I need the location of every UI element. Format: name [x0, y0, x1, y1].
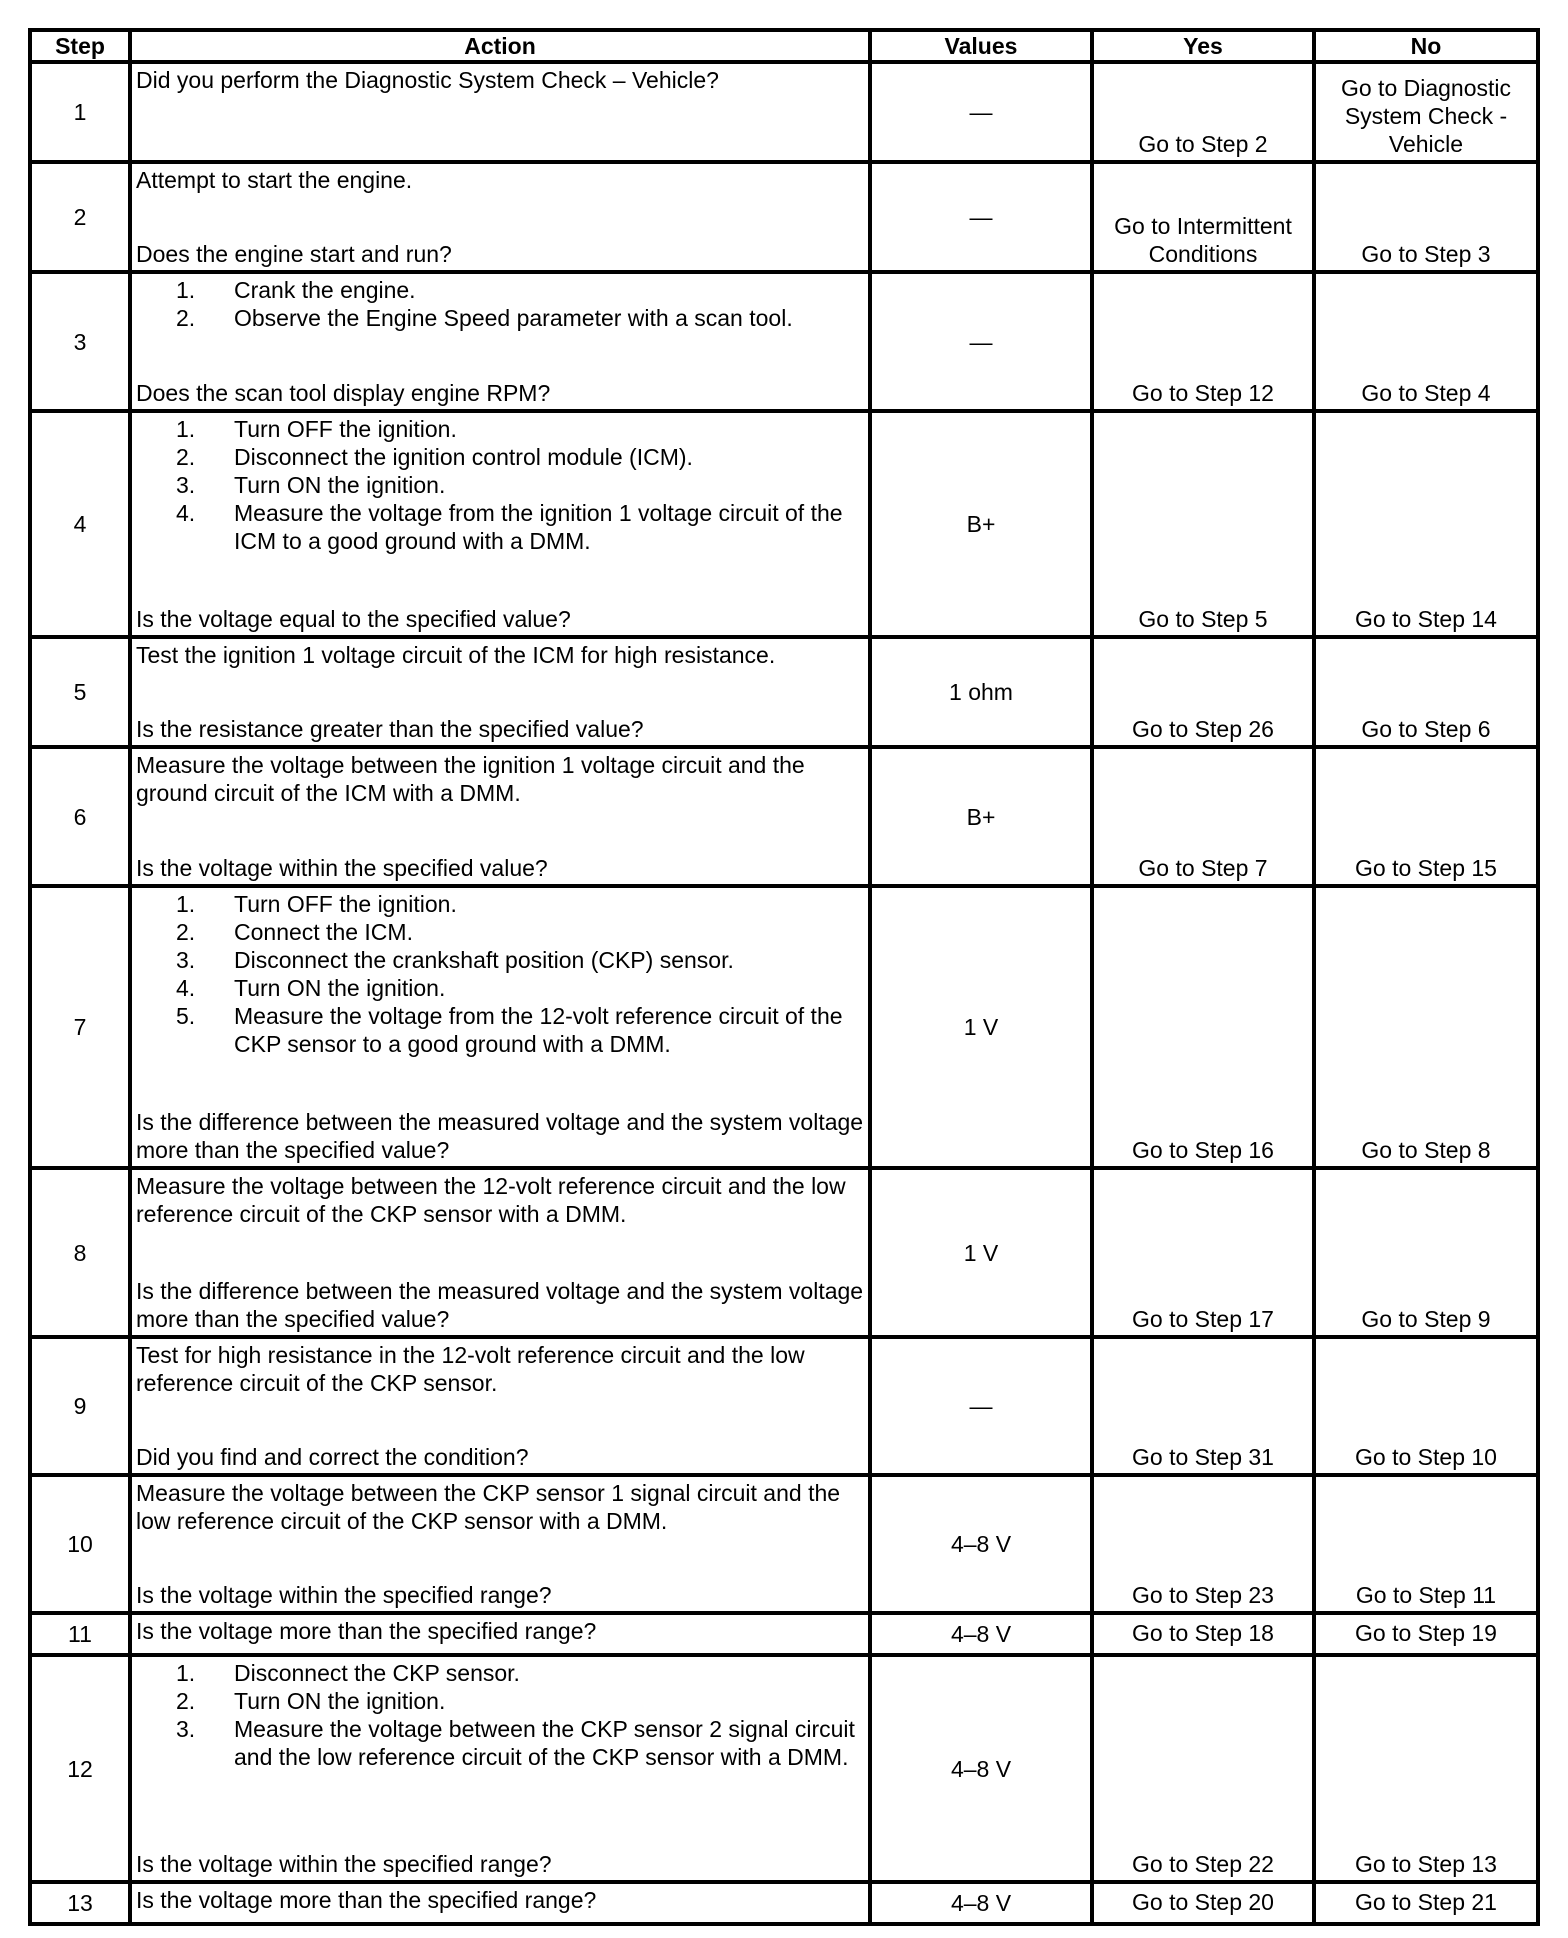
action-question: Is the voltage within the specified range? [136, 1582, 552, 1609]
list-item-text: Measure the voltage from the ignition 1 voltage circuit of the ICM to a good ground with a DMM. [234, 499, 843, 554]
yes-cell: Go to Step 18 [1092, 1613, 1314, 1655]
list-item-text: Measure the voltage from the 12-volt reference circuit of the CKP sensor to a good ground with a DMM. [234, 1002, 843, 1057]
action-cell [130, 62, 870, 162]
action-cell [130, 272, 870, 410]
yes-cell: Go to Step 20 [1092, 1882, 1314, 1924]
action-cell [130, 637, 870, 747]
list-item-number: 1. [176, 890, 196, 917]
step-number: 7 [30, 886, 130, 1169]
action-cell [130, 1613, 870, 1655]
yes-cell: Go to Step 23 [1092, 1475, 1314, 1613]
value-cell: 4–8 V [870, 1475, 1092, 1613]
list-item-number: 4. [176, 974, 196, 1001]
yes-cell: Go to Step 12 [1092, 272, 1314, 410]
list-item [176, 415, 864, 443]
action-cell [130, 886, 870, 1169]
list-item [176, 276, 864, 304]
list-item-text: Connect the ICM. [234, 918, 413, 945]
step-number: 12 [30, 1655, 130, 1881]
list-item-number: 3. [176, 946, 196, 973]
value-cell: 4–8 V [870, 1882, 1092, 1924]
table-row [30, 637, 1538, 747]
table-row [30, 162, 1538, 272]
table-row [30, 886, 1538, 1169]
list-item [176, 499, 864, 555]
list-item-number: 2. [176, 1688, 196, 1715]
list-item-text: Turn ON the ignition. [234, 471, 446, 498]
action-cell [130, 162, 870, 272]
header-yes: Yes [1092, 30, 1314, 62]
action-question: Is the difference between the measured voltage and the system voltage more than the specified value? [136, 1277, 864, 1332]
action-intro: Did you perform the Diagnostic System Check – Vehicle? [136, 67, 719, 93]
list-item-number: 2. [176, 443, 196, 470]
value-cell: B+ [870, 747, 1092, 885]
list-item-text: Observe the Engine Speed parameter with a scan tool. [234, 305, 793, 332]
no-cell: Go to Step 15 [1314, 747, 1538, 885]
list-item-text: Disconnect the CKP sensor. [234, 1660, 520, 1687]
action-question: Is the difference between the measured voltage and the system voltage more than the specified value? [136, 1109, 864, 1164]
action-intro: Test the ignition 1 voltage circuit of the ICM for high resistance. [136, 642, 776, 669]
no-cell: Go to Step 11 [1314, 1475, 1538, 1613]
action-cell [130, 1337, 870, 1475]
action-cell [130, 1475, 870, 1613]
list-item-text: Disconnect the crankshaft position (CKP) sensor. [234, 946, 734, 973]
yes-cell: Go to Intermittent Conditions [1092, 162, 1314, 272]
yes-cell: Go to Step 16 [1092, 886, 1314, 1169]
table-row [30, 747, 1538, 885]
action-intro: Test for high resistance in the 12-volt reference circuit and the low reference circuit of the CKP sensor. [136, 1341, 805, 1396]
action-steps-list [136, 415, 864, 555]
list-item-number: 3. [176, 1716, 196, 1743]
list-item [176, 1687, 864, 1715]
no-cell: Go to Step 3 [1314, 162, 1538, 272]
list-item-text: Turn ON the ignition. [234, 1688, 446, 1715]
table-row [30, 411, 1538, 637]
action-intro: Attempt to start the engine. [136, 167, 413, 194]
no-cell: Go to Step 21 [1314, 1882, 1538, 1924]
step-number: 3 [30, 272, 130, 410]
no-cell: Go to Step 6 [1314, 637, 1538, 747]
list-item-text: Turn OFF the ignition. [234, 890, 457, 917]
no-cell: Go to Step 10 [1314, 1337, 1538, 1475]
value-cell: — [870, 1337, 1092, 1475]
action-cell [130, 1168, 870, 1336]
no-cell: Go to Step 13 [1314, 1655, 1538, 1881]
list-item [176, 471, 864, 499]
yes-cell: Go to Step 2 [1092, 62, 1314, 162]
step-number: 8 [30, 1168, 130, 1336]
list-item-number: 1. [176, 277, 196, 304]
value-cell: 1 ohm [870, 637, 1092, 747]
value-cell: 4–8 V [870, 1613, 1092, 1655]
diagnostic-table [28, 28, 1540, 1926]
step-number: 5 [30, 637, 130, 747]
action-intro: Measure the voltage between the CKP sensor 1 signal circuit and the low reference circuit of the CKP sensor with a DMM. [136, 1480, 841, 1534]
step-number: 1 [30, 62, 130, 162]
no-cell: Go to Step 9 [1314, 1168, 1538, 1336]
step-number: 11 [30, 1613, 130, 1655]
action-steps-list [136, 1659, 864, 1771]
value-cell: 4–8 V [870, 1655, 1092, 1881]
list-item-number: 2. [176, 305, 196, 332]
list-item [176, 1002, 864, 1058]
list-item-number: 4. [176, 499, 196, 526]
value-cell: — [870, 162, 1092, 272]
action-question: Is the voltage equal to the specified value? [136, 606, 571, 633]
list-item [176, 946, 864, 974]
action-cell [130, 1882, 870, 1924]
list-item-text: Turn ON the ignition. [234, 974, 446, 1001]
list-item [176, 304, 864, 332]
list-item [176, 1715, 864, 1771]
action-question: Is the resistance greater than the specified value? [136, 716, 644, 743]
table-row [30, 62, 1538, 162]
action-intro: Measure the voltage between the 12-volt reference circuit and the low reference circuit of the CKP sensor with a DMM. [136, 1173, 846, 1228]
yes-cell: Go to Step 5 [1092, 411, 1314, 637]
list-item-number: 1. [176, 1660, 196, 1687]
value-cell: — [870, 272, 1092, 410]
list-item-number: 1. [176, 415, 196, 442]
header-row [30, 30, 1538, 62]
list-item [176, 1659, 864, 1687]
value-cell: — [870, 62, 1092, 162]
list-item-text: Measure the voltage between the CKP sensor 2 signal circuit and the low reference circuit of the CKP sensor with a DMM. [234, 1716, 855, 1771]
list-item-text: Crank the engine. [234, 277, 416, 304]
yes-cell: Go to Step 7 [1092, 747, 1314, 885]
list-item [176, 918, 864, 946]
header-action: Action [130, 30, 870, 62]
header-no: No [1314, 30, 1538, 62]
step-number: 13 [30, 1882, 130, 1924]
yes-cell: Go to Step 17 [1092, 1168, 1314, 1336]
step-number: 2 [30, 162, 130, 272]
action-steps-list [136, 276, 864, 332]
no-cell: Go to Step 8 [1314, 886, 1538, 1169]
table-row [30, 1613, 1538, 1655]
action-cell [130, 411, 870, 637]
value-cell: 1 V [870, 1168, 1092, 1336]
header-values: Values [870, 30, 1092, 62]
action-question: Does the engine start and run? [136, 241, 452, 268]
yes-cell: Go to Step 22 [1092, 1655, 1314, 1881]
action-intro: Is the voltage more than the specified range? [136, 1618, 597, 1645]
yes-cell: Go to Step 31 [1092, 1337, 1314, 1475]
step-number: 6 [30, 747, 130, 885]
value-cell: 1 V [870, 886, 1092, 1169]
table-row [30, 1475, 1538, 1613]
step-number: 4 [30, 411, 130, 637]
table-row [30, 272, 1538, 410]
action-question: Does the scan tool display engine RPM? [136, 379, 551, 406]
action-question: Is the voltage within the specified range? [136, 1850, 552, 1877]
header-step: Step [30, 30, 130, 62]
list-item-number: 2. [176, 918, 196, 945]
step-number: 9 [30, 1337, 130, 1475]
no-cell: Go to Step 14 [1314, 411, 1538, 637]
yes-cell: Go to Step 26 [1092, 637, 1314, 747]
list-item-number: 3. [176, 471, 196, 498]
action-cell [130, 747, 870, 885]
step-number: 10 [30, 1475, 130, 1613]
list-item [176, 443, 864, 471]
value-cell: B+ [870, 411, 1092, 637]
list-item-text: Turn OFF the ignition. [234, 415, 457, 442]
list-item-number: 5. [176, 1002, 196, 1029]
action-intro: Is the voltage more than the specified range? [136, 1886, 597, 1913]
no-cell: Go to Step 19 [1314, 1613, 1538, 1655]
action-question: Did you find and correct the condition? [136, 1444, 529, 1470]
table-row [30, 1337, 1538, 1475]
action-steps-list [136, 890, 864, 1058]
action-question: Is the voltage within the specified value? [136, 854, 548, 881]
action-intro: Measure the voltage between the ignition 1 voltage circuit and the ground circuit of the ICM with a DMM. [136, 752, 805, 807]
list-item [176, 890, 864, 918]
list-item [176, 974, 864, 1002]
table-row [30, 1168, 1538, 1336]
no-cell: Go to Diagnostic System Check - Vehicle [1314, 62, 1538, 162]
action-cell [130, 1655, 870, 1881]
table-row [30, 1655, 1538, 1881]
table-row [30, 1882, 1538, 1924]
no-cell: Go to Step 4 [1314, 272, 1538, 410]
list-item-text: Disconnect the ignition control module (ICM). [234, 443, 693, 470]
